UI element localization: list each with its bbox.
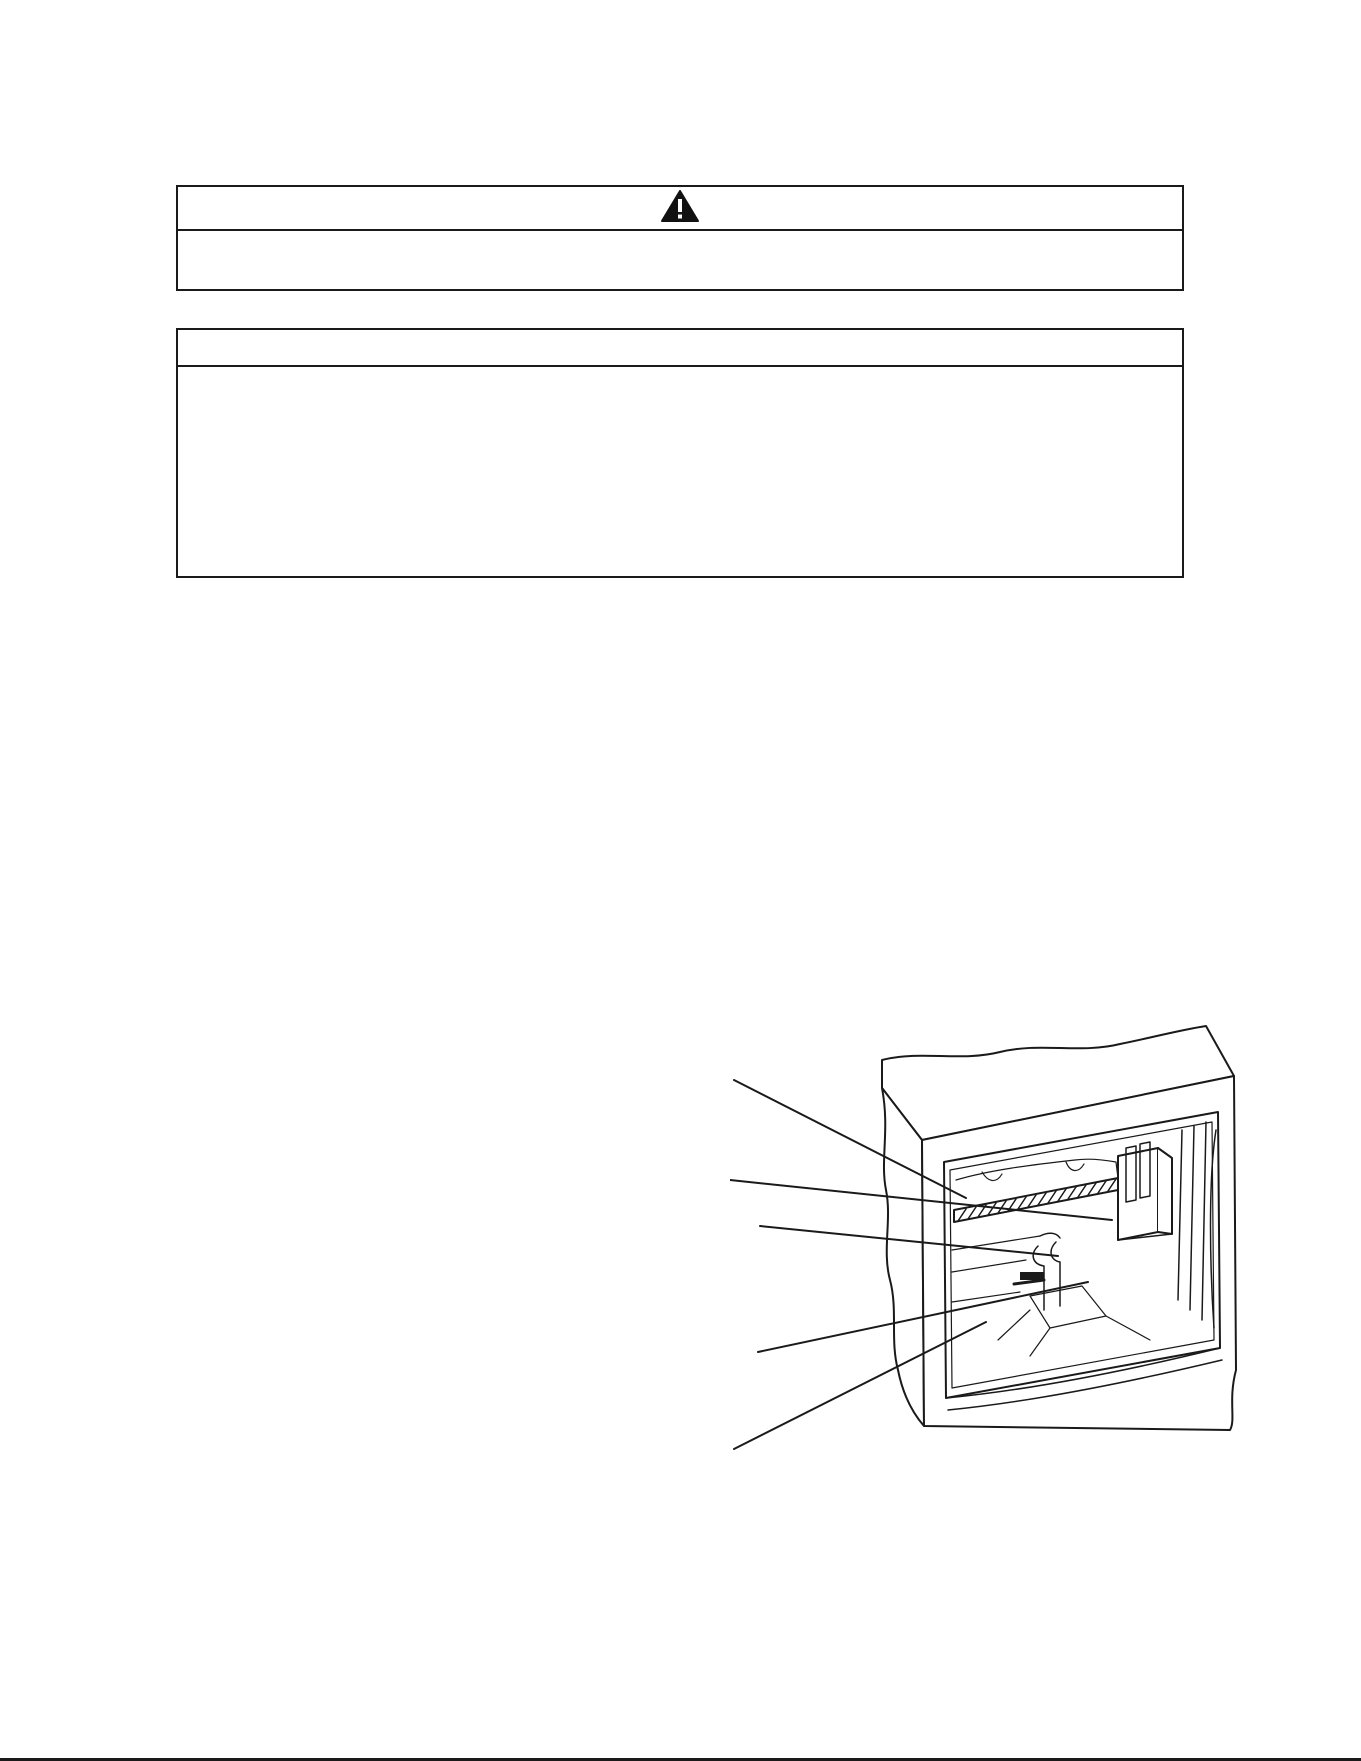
cabinet-left-side <box>882 1088 924 1426</box>
appliance-illustration <box>730 1010 1260 1480</box>
control-box <box>1118 1142 1172 1240</box>
notice-box <box>176 328 1184 578</box>
warning-body <box>178 231 1182 291</box>
warning-box <box>176 185 1184 291</box>
warning-header <box>178 187 1182 231</box>
notice-body <box>178 367 1182 578</box>
warning-triangle-icon <box>660 189 700 228</box>
notice-header <box>178 330 1182 367</box>
